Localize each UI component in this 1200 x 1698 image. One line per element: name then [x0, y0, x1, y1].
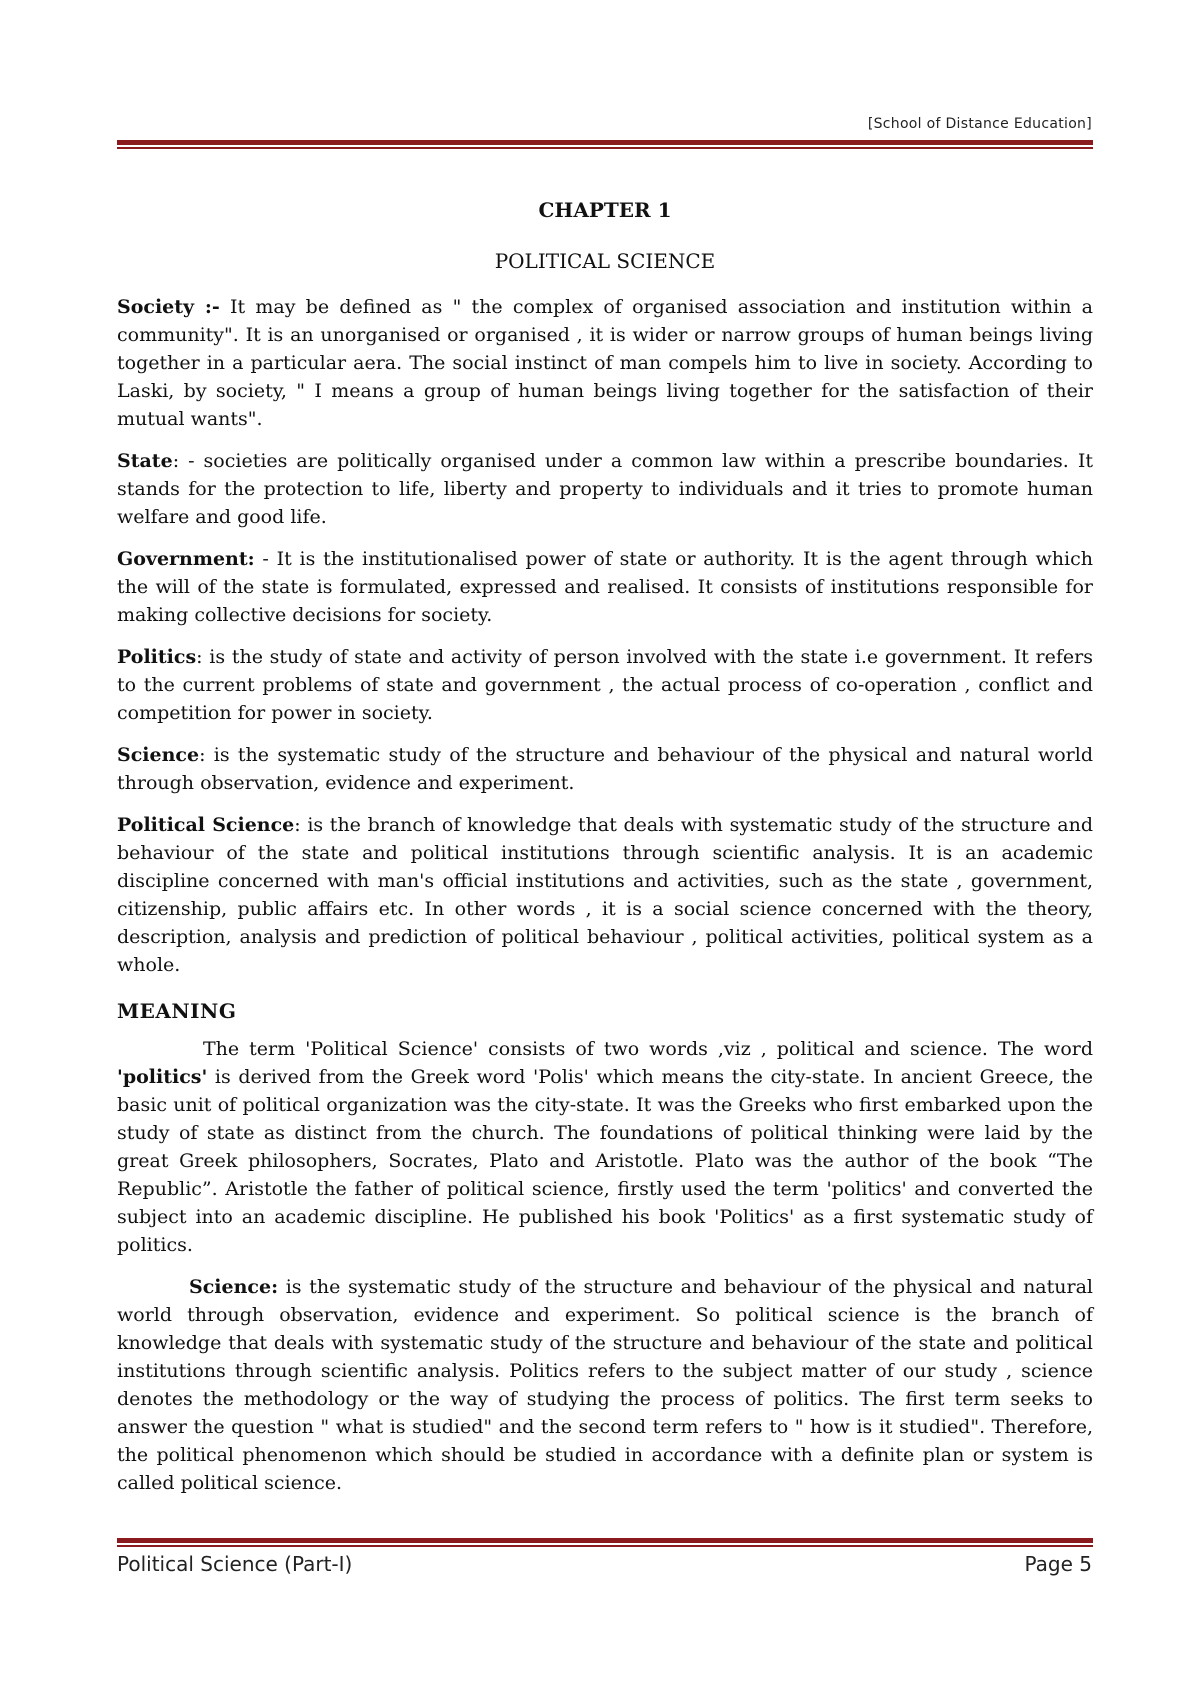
footer-course-title: Political Science (Part-I) [117, 1552, 353, 1576]
term-label: Government: [117, 548, 255, 570]
term-label: Science [117, 744, 200, 766]
definition-text: : is the branch of knowledge that deals with systematic study of the structure and behaviour of the state and political institutions through scientific analysis. It is an academic discipline concerned with man's official institutions and activities, such as the state , government, citizenship, public affairs etc. In other words , it is a social science concerned with the theory, description, analysis and prediction of political behaviour , political activities, political system as a whole. [117, 814, 1093, 976]
paragraph-text: is derived from the Greek word 'Polis' which means the city-state. In ancient Greece, the basic unit of political organization was the city-state. It was the Greeks who first embarked upon the study of state as distinct from the church. The foundations of political thinking were laid by the great Greek philosophers, Socrates, Plato and Aristotle. Plato was the author of the book “The Republic”. Aristotle the father of political science, firstly used the term 'politics' and converted the subject into an academic discipline. He published his book 'Politics' as a first systematic study of politics. [117, 1066, 1093, 1256]
definition-text: : is the study of state and activity of person involved with the state i.e government. It refers to the current problems of state and government , the actual process of co-operation , conflict and competition for power in society. [117, 646, 1093, 724]
definition-political-science [117, 811, 1093, 979]
definition-text: : - societies are politically organised under a common law within a prescribe boundaries. It stands for the protection to life, liberty and property to individuals and it tries to promote human welfare and good life. [117, 450, 1093, 528]
term-label: Political Science [117, 814, 295, 836]
term-label: State [117, 450, 173, 472]
footer-page-number: Page 5 [1024, 1552, 1092, 1576]
definition-society [117, 293, 1093, 433]
page-body [117, 196, 1093, 1511]
term-label: Society :- [117, 296, 220, 318]
definition-politics [117, 643, 1093, 727]
definition-text: It may be defined as " the complex of organised association and institution within a community". It is an unorganised or organised , it is wider or narrow groups of human beings living together in a particular aera. The social instinct of man compels him to live in society. According to Laski, by society, " I means a group of human beings living together for the satisfaction of their mutual wants". [117, 296, 1093, 430]
meaning-paragraph-1 [117, 1035, 1093, 1259]
term-label: Science: [189, 1276, 279, 1298]
term-label: Politics [117, 646, 197, 668]
chapter-title: CHAPTER 1 [538, 198, 672, 222]
definition-state [117, 447, 1093, 531]
header-rule [117, 140, 1093, 149]
page-footer [117, 1552, 1092, 1576]
definition-science [117, 741, 1093, 797]
definition-government [117, 545, 1093, 629]
chapter-subtitle: POLITICAL SCIENCE [494, 249, 716, 273]
emphasis-politics: 'politics' [117, 1066, 208, 1088]
paragraph-text: The term 'Political Science' consists of two words ,viz , political and science. The word [203, 1038, 1093, 1060]
definition-text: - It is the institutionalised power of state or authority. It is the agent through which the will of the state is formulated, expressed and realised. It consists of institutions responsible for making collective decisions for society. [117, 548, 1093, 626]
definition-text: : is the systematic study of the structure and behaviour of the physical and natural world through observation, evidence and experiment. [117, 744, 1093, 794]
footer-rule [117, 1538, 1093, 1547]
paragraph-text: is the systematic study of the structure and behaviour of the physical and natural world through observation, evidence and experiment. So political science is the branch of knowledge that deals with systematic study of the structure and behaviour of the state and political institutions through scientific analysis. Politics refers to the subject matter of our study , science denotes the methodology or the way of studying the process of politics. The first term seeks to answer the question " what is studied" and the second term refers to " how is it studied". Therefore, the political phenomenon which should be studied in accordance with a definite plan or system is called political science. [117, 1276, 1093, 1494]
meaning-paragraph-2 [117, 1273, 1093, 1497]
page-header: [School of Distance Education] [867, 116, 1092, 132]
section-heading-meaning: MEANING [117, 999, 237, 1023]
